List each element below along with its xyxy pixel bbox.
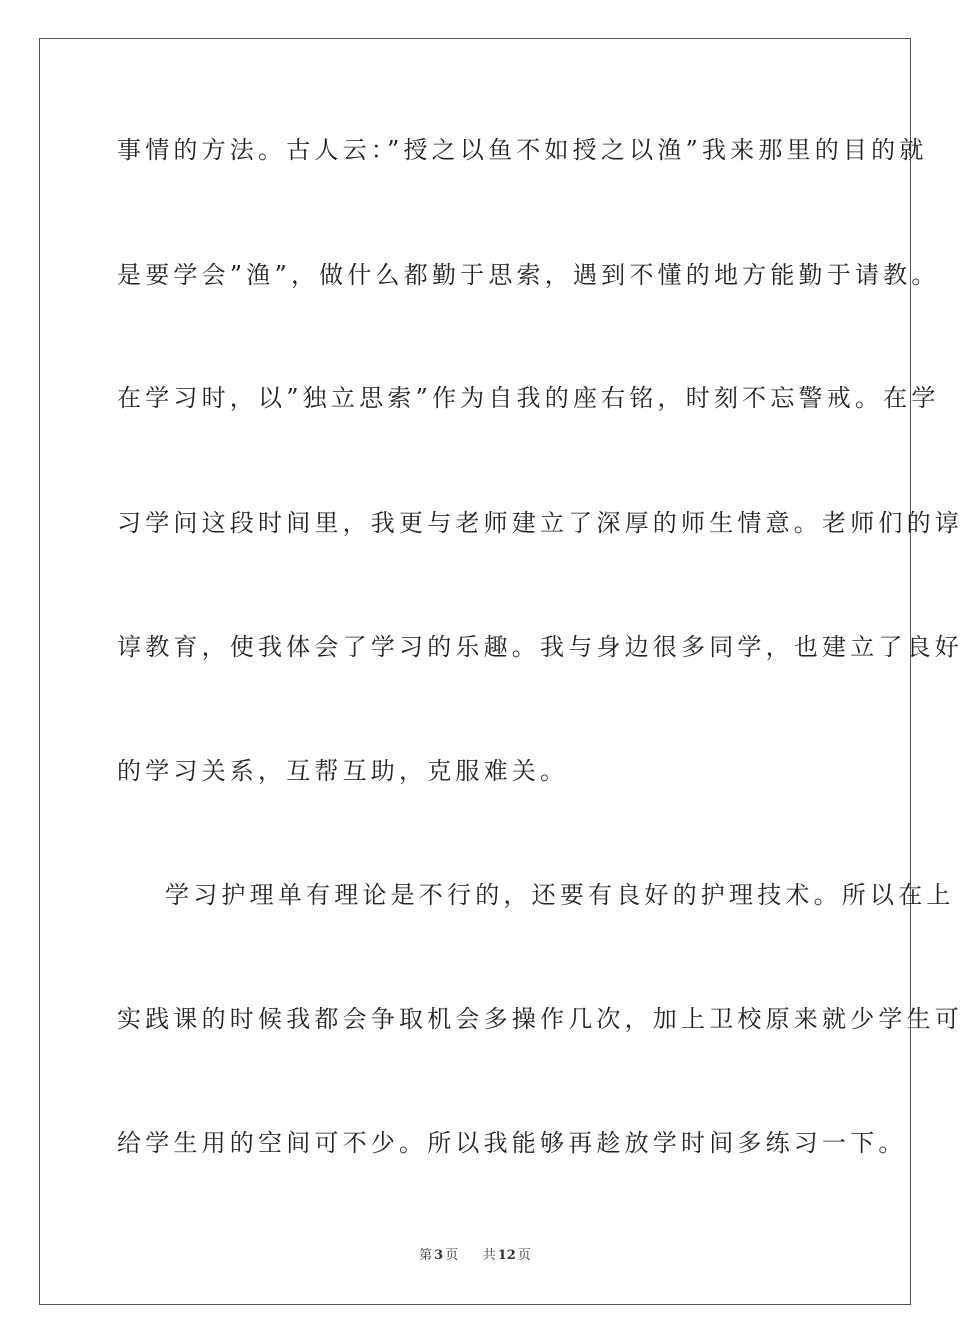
paragraph-line: 谆教育，使我体会了学习的乐趣。我与身边很多同学，也建立了良好 (117, 633, 963, 661)
paragraph-line: 的学习关系，互帮互助，克服难关。 (117, 757, 569, 785)
total-pages-indicator (481, 1248, 533, 1263)
paragraph-line: 在学习时，以”独立思索”作为自我的座右铭，时刻不忘警戒。在学 (117, 384, 940, 412)
total-prefix: 共 (482, 1248, 496, 1263)
paragraph-line: 事情的方法。古人云：”授之以鱼不如授之以渔”我来那里的目的就 (117, 136, 928, 164)
paragraph-line: 给学生用的空间可不少。所以我能够再趁放学时间多练习一下。 (117, 1129, 907, 1157)
total-pages: 12 (497, 1248, 516, 1263)
paragraph-line: 是要学会”渔”，做什么都勤于思索，遇到不懂的地方能勤于请教。 (117, 261, 940, 289)
total-suffix: 页 (517, 1248, 531, 1263)
page-prefix: 第 (419, 1248, 433, 1263)
page-border (39, 38, 963, 1305)
paragraph-line: 习学问这段时间里，我更与老师建立了深厚的师生情意。老师们的谆 (117, 509, 963, 537)
page-suffix: 页 (445, 1248, 459, 1263)
page-number: 3 (434, 1248, 444, 1263)
page-indicator (417, 1248, 460, 1263)
page-footer (0, 1248, 950, 1264)
paragraph-line: 实践课的时候我都会争取机会多操作几次，加上卫校原来就少学生可 (117, 1005, 963, 1033)
paragraph-line-indented: 学习护理单有理论是不行的，还要有良好的护理技术。所以在上 (165, 881, 955, 909)
